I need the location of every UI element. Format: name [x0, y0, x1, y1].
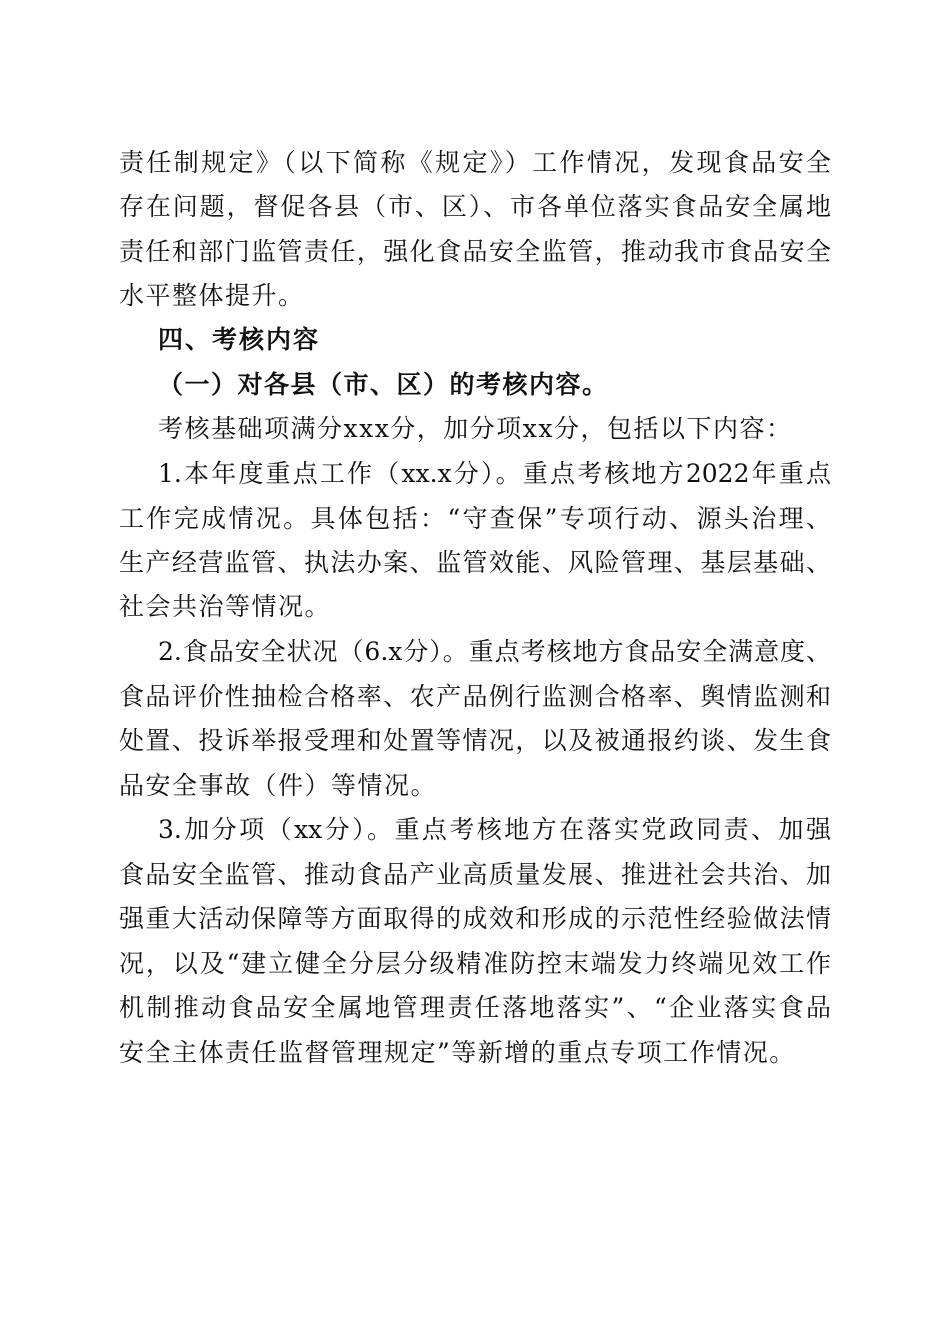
paragraph-line: 食品评价性抽检合格率、农产品例行监测合格率、舆情监测和 — [119, 682, 831, 711]
paragraph-line: 况，以及“建立健全分层分级精准防控末端发力终端见效工作 — [119, 949, 831, 978]
subsection-heading: （一）对各县（市、区）的考核内容。 — [158, 370, 609, 399]
paragraph-line: 处置、投诉举报受理和处置等情况，以及被通报约谈、发生食 — [119, 726, 831, 755]
paragraph-line: 安全主体责任监督管理规定”等新增的重点专项工作情况。 — [119, 1038, 796, 1067]
paragraph-line: 社会共治等情况。 — [119, 592, 332, 621]
paragraph-line: 考核基础项满分xxx分，加分项xx分，包括以下内容： — [158, 414, 793, 443]
paragraph-line: 水平整体提升。 — [119, 281, 305, 310]
section-heading: 四、考核内容 — [158, 325, 321, 354]
paragraph-line: 1.本年度重点工作（xx.x分）。重点考核地方2022年重点 — [158, 459, 831, 488]
paragraph-line: 存在问题，督促各县（市、区）、市各单位落实食品安全属地 — [119, 192, 831, 221]
paragraph-line: 强重大活动保障等方面取得的成效和形成的示范性经验做法情 — [119, 904, 831, 933]
paragraph-line: 机制推动食品安全属地管理责任落地落实”、“企业落实食品 — [119, 993, 831, 1022]
paragraph-line: 生产经营监管、执法办案、监管效能、风险管理、基层基础、 — [119, 548, 831, 577]
paragraph-line: 2.食品安全状况（6.x分）。重点考核地方食品安全满意度、 — [158, 637, 831, 666]
paragraph-line: 3.加分项（xx分）。重点考核地方在落实党政同责、加强 — [158, 815, 831, 844]
paragraph-line: 责任和部门监管责任，强化食品安全监管，推动我市食品安全 — [119, 237, 831, 266]
paragraph-line: 品安全事故（件）等情况。 — [119, 771, 438, 800]
paragraph-line: 食品安全监管、推动食品产业高质量发展、推进社会共治、加 — [119, 860, 831, 889]
paragraph-line: 责任制规定》（以下简称《规定》）工作情况，发现食品安全 — [119, 148, 831, 177]
paragraph-line: 工作完成情况。具体包括：“守查保”专项行动、源头治理、 — [119, 504, 831, 533]
